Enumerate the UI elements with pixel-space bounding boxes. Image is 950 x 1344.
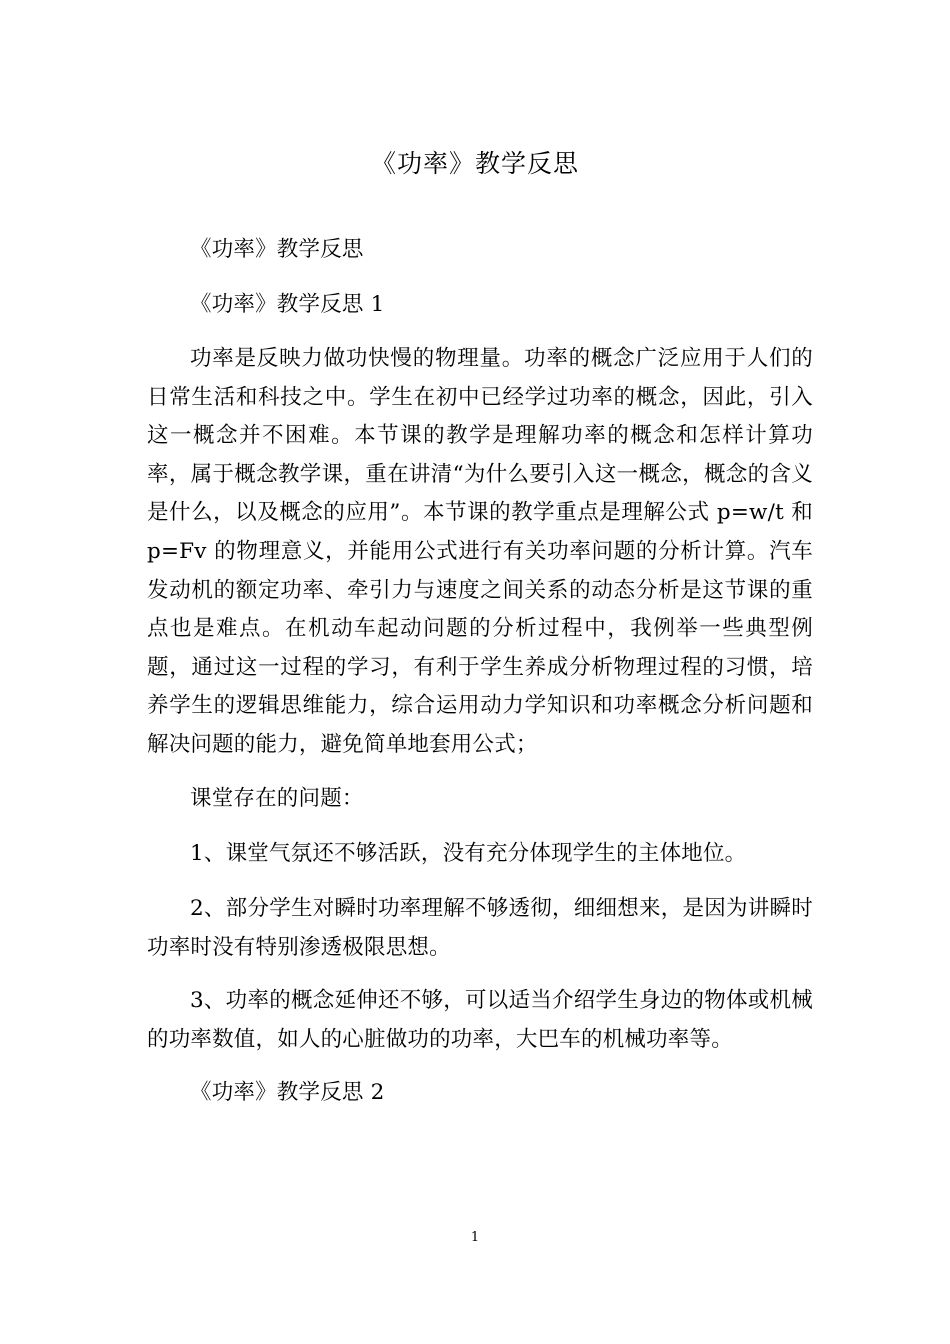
section-heading-1: 《功率》教学反思 1 [190,292,385,317]
document-body [147,230,813,1112]
problem-item-3: 3、功率的概念延伸还不够，可以适当介绍学生身边的物体或机械的功率数值，如人的心脏做功的功率，大巴车的机械功率等。 [147,987,813,1052]
page-number: 1 [470,1230,480,1245]
subtitle-paragraph: 《功率》教学反思 [190,237,364,262]
problems-heading: 课堂存在的问题： [190,785,364,811]
section-heading-2: 《功率》教学反思 2 [190,1079,385,1105]
problem-item-2: 2、部分学生对瞬时功率理解不够透彻，细细想来，是因为讲瞬时功率时没有特别渗透极限思想。 [147,895,813,960]
body-paragraph: 功率是反映力做功快慢的物理量。功率的概念广泛应用于人们的日常生活和科技之中。学生在初中已经学过功率的概念，因此，引入这一概念并不困难。本节课的教学是理解功率的概念和怎样计算功率，属于概念教学课，重在讲清“为什么要引入这一概念，概念的含义是什么，以及概念的应用”。本节课的教学重点是理解公式 p=w/t 和 p=Fv 的物理意义，并能用公式进行有关功率问题的分析计算。汽车发动机的额定功率、牵引力与速度之间关系的动态分析是这节课的重点也是难点。在机动车起动问题的分析过程中，我例举一些典型例题，通过这一过程的学习，有利于学生养成分析物理过程的习惯，培养学生的逻辑思维能力，综合运用动力学知识和功率概念分析问题和解决问题的能力，避免简单地套用公式； [147,346,813,757]
problem-item-1: 1、课堂气氛还不够活跃，没有充分体现学生的主体地位。 [190,840,747,866]
document-title: 《功率》教学反思 [370,149,579,178]
